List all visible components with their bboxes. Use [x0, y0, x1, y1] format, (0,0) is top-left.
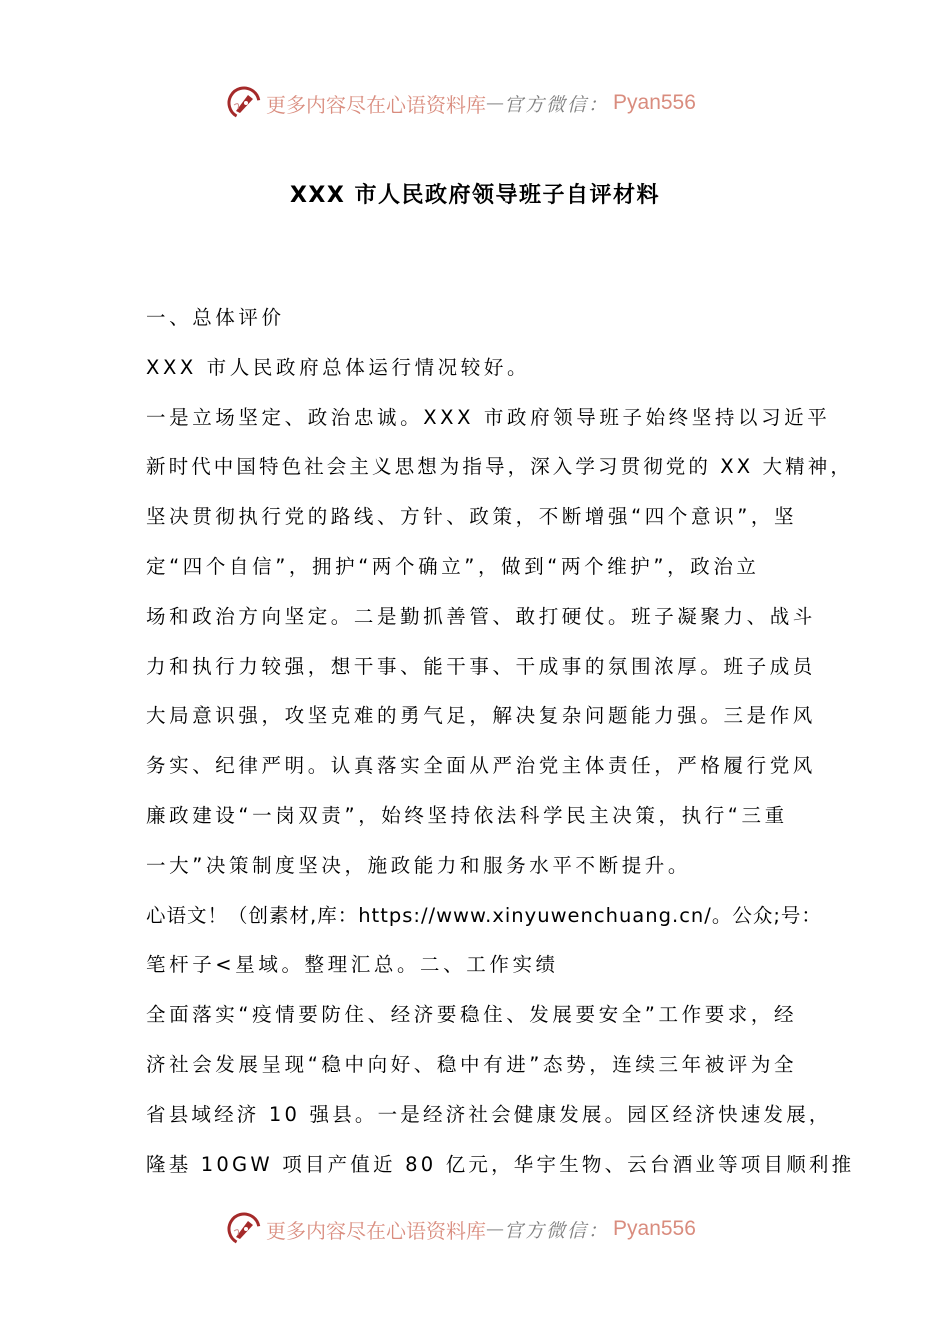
body-line: 一是立场坚定、政治忠诚。XXX 市政府领导班子始终坚持以习近平 — [146, 405, 831, 429]
pen-nib-logo-icon — [226, 1211, 262, 1247]
body-line: 定“四个自信”，拥护“两个确立”，做到“两个维护”，政治立 — [146, 554, 760, 578]
body-line: 新时代中国特色社会主义思想为指导，深入学习贯彻党的 XX 大精神， — [146, 455, 853, 479]
body-line: 省县域经济 10 强县。一是经济社会健康发展。园区经济快速发展， — [146, 1102, 832, 1126]
body-line: 场和政治方向坚定。二是勤抓善管、敢打硬仗。班子凝聚力、战斗 — [146, 604, 816, 628]
document-body — [146, 300, 855, 1196]
source-note-line: 心语文！（创素材,库：https://www.xinyuwenchuang.cn/。公众;号： — [146, 903, 822, 927]
watermark-wechat-label: 官方微信： — [504, 1219, 610, 1242]
watermark-wechat-label: 官方微信： — [504, 93, 610, 116]
body-line: 一大”决策制度坚决，施政能力和服务水平不断提升。 — [146, 853, 692, 877]
watermark-wechat-id: Pyan556 — [613, 91, 696, 114]
header-watermark — [226, 83, 696, 123]
watermark-dash: — — [486, 1218, 504, 1240]
body-line: 济社会发展呈现“稳中向好、稳中有进”态势，连续三年被评为全 — [146, 1052, 798, 1076]
document-title: XXX 市人民政府领导班子自评材料 — [289, 183, 661, 208]
watermark-site-text: 更多内容尽在心语资料库 — [266, 1218, 486, 1243]
body-line: 廉政建设“一岗双责”，始终坚持依法科学民主决策，执行“三重 — [146, 803, 788, 827]
footer-watermark — [226, 1209, 696, 1249]
source-note-line: 笔杆子<星域。整理汇总。二、工作实绩 — [146, 953, 559, 977]
watermark-site-text: 更多内容尽在心语资料库 — [266, 92, 486, 117]
body-line: 坚决贯彻执行党的路线、方针、政策，不断增强“四个意识”，坚 — [146, 505, 798, 529]
body-line: 大局意识强，攻坚克难的勇气足，解决复杂问题能力强。三是作风 — [146, 704, 816, 728]
body-line: 务实、纪律严明。认真落实全面从严治党主体责任，严格履行党风 — [146, 754, 816, 778]
body-line: 隆基 10GW 项目产值近 80 亿元，华宇生物、云台酒业等项目顺利推 — [146, 1152, 855, 1176]
body-line: XXX 市人民政府总体运行情况较好。 — [146, 355, 531, 379]
watermark-dash: — — [486, 92, 504, 114]
section-heading: 一、总体评价 — [146, 306, 285, 329]
body-line: 力和执行力较强，想干事、能干事、干成事的氛围浓厚。班子成员 — [146, 654, 816, 678]
watermark-wechat-id: Pyan556 — [613, 1217, 696, 1240]
pen-nib-logo-icon — [226, 85, 262, 121]
body-line: 全面落实“疫情要防住、经济要稳住、发展要安全”工作要求，经 — [146, 1003, 798, 1027]
